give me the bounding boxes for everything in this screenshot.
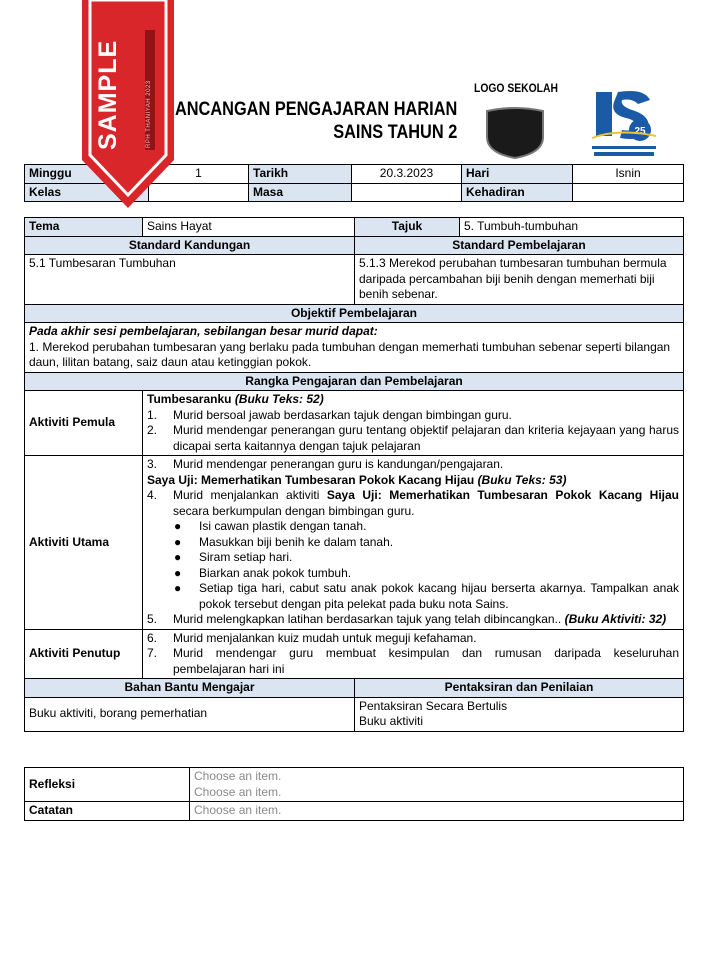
- aktiviti-pemula-label: Aktiviti Pemula: [25, 391, 143, 456]
- minggu-label: Minggu: [25, 165, 149, 184]
- aktiviti-penutup-label: Aktiviti Penutup: [25, 629, 143, 679]
- list-item: 1. Murid bersoal jawab berdasarkan tajuk dengan bimbingan guru.: [147, 407, 512, 422]
- title-line-2: SAINS TAHUN 2: [332, 122, 457, 143]
- aktiviti-penutup-cell: [143, 629, 684, 679]
- tajuk-value: 5. Tumbuh-tumbuhan: [460, 218, 684, 237]
- catatan-label: Catatan: [25, 802, 190, 821]
- kehadiran-value[interactable]: [573, 183, 684, 202]
- utama-title: Saya Uji: Memerhatikan Tumbesaran Pokok Kacang Hijau: [147, 472, 475, 487]
- tema-label: Tema: [25, 218, 143, 237]
- svg-text:25: 25: [634, 126, 646, 137]
- bbm-value: Buku aktiviti, borang pemerhatian: [25, 697, 355, 731]
- standard-pembelajaran-header: Standard Pembelajaran: [355, 236, 684, 255]
- standard-pembelajaran-value: 5.1.3 Merekod perubahan tumbesaran tumbuhan bermula daripada percambahan biji benih dengan memerhati biji benih sebenar.: [355, 255, 684, 305]
- utama-bullets: [147, 519, 679, 612]
- aktiviti-pemula-cell: [143, 391, 684, 456]
- ministry-emblem-icon: [588, 86, 660, 160]
- logo-label: LOGO SEKOLAH: [474, 83, 558, 95]
- standard-kandungan-header: Standard Kandungan: [25, 236, 355, 255]
- objektif-text: 1. Merekod perubahan tumbesaran yang berlaku pada tumbuhan dengan memerhati tumbuhan sebenar seperti bilangan daun, lilitan batang, saiz daun atau ketinggian pokok.: [29, 339, 671, 369]
- rangka-header: Rangka Pengajaran dan Pembelajaran: [25, 372, 684, 391]
- list-item: 7. Murid mendengar guru membuat kesimpulan dan rumusan daripada keseluruhan pembelajaran hari ini: [147, 646, 679, 676]
- pemula-ref: (Buku Teks: 52): [234, 392, 324, 406]
- masa-value[interactable]: [352, 183, 462, 202]
- pentaksiran-cell: [355, 697, 684, 731]
- watermark-subtext: RPH THANIYAH 2023: [146, 80, 152, 148]
- bbm-header: Bahan Bantu Mengajar: [25, 679, 355, 698]
- pentaksiran-line-2: Buku aktiviti: [359, 714, 424, 728]
- objektif-cell: [25, 323, 684, 373]
- tarikh-label: Tarikh: [249, 165, 352, 184]
- tajuk-label: Tajuk: [355, 218, 460, 237]
- tarikh-value: 20.3.2023: [352, 165, 462, 184]
- school-logo-shield-icon: [483, 107, 547, 159]
- masa-label: Masa: [249, 183, 352, 202]
- pemula-title: Tumbesaranku: [147, 392, 232, 406]
- hari-value: Isnin: [573, 165, 684, 184]
- list-item: ● Isi cawan plastik dengan tanah.: [174, 519, 367, 533]
- utama-title-ref: (Buku Teks: 53): [477, 472, 567, 487]
- list-item: 5. Murid melengkapkan latihan berdasarkan tajuk yang telah dibincangkan.. (Buku Aktiviti: 32): [147, 612, 667, 626]
- watermark-text: SAMPLE: [94, 39, 122, 150]
- refleksi-dropdown-1[interactable]: Choose an item.: [194, 769, 282, 783]
- list-item: ● Siram setiap hari.: [174, 550, 293, 564]
- standard-kandungan-value: 5.1 Tumbesaran Tumbuhan: [25, 255, 355, 305]
- refleksi-label: Refleksi: [25, 768, 190, 802]
- list-item: 6. Murid menjalankan kuiz mudah untuk meguji kefahaman.: [147, 630, 477, 645]
- pentaksiran-line-1: Pentaksiran Secara Bertulis: [359, 698, 508, 713]
- catatan-dropdown[interactable]: Choose an item.: [190, 802, 684, 821]
- lesson-table: [24, 217, 684, 732]
- objektif-header: Objektif Pembelajaran: [25, 304, 684, 323]
- page-title: [129, 98, 457, 144]
- list-item: 2. Murid mendengar penerangan guru tentang objektif pelajaran dan kriteria kejayaan yang harus dicapai serta kaitannya dengan tajuk pelajaran: [147, 423, 679, 453]
- objektif-intro: Pada akhir sesi pembelajaran, sebilangan besar murid dapat:: [29, 324, 378, 338]
- pentaksiran-header: Pentaksiran dan Penilaian: [355, 679, 684, 698]
- reflection-table: [24, 767, 684, 821]
- list-item: ● Biarkan anak pokok tumbuh.: [174, 565, 352, 580]
- refleksi-dropdown-2[interactable]: Choose an item.: [194, 784, 282, 799]
- title-line-1: ANCANGAN PENGAJARAN HARIAN: [174, 99, 457, 120]
- minggu-value: 1: [149, 165, 249, 184]
- list-item: ● Masukkan biji benih ke dalam tanah.: [174, 534, 394, 549]
- list-item: 4. Murid menjalankan aktiviti Saya Uji: Memerhatikan Tumbesaran Pokok Kacang Hijau secara berkumpulan dengan bimbingan guru.: [147, 488, 680, 518]
- pemula-steps: [147, 408, 679, 455]
- kelas-label: Kelas: [25, 183, 149, 202]
- hari-label: Hari: [462, 165, 573, 184]
- kehadiran-label: Kehadiran: [462, 183, 573, 202]
- list-item: 3. Murid mendengar penerangan guru is kandungan/pengajaran.: [147, 457, 504, 471]
- aktiviti-utama-cell: [143, 456, 684, 630]
- refleksi-cell: [190, 768, 684, 802]
- aktiviti-utama-label: Aktiviti Utama: [25, 456, 143, 630]
- tema-value: Sains Hayat: [143, 218, 355, 237]
- sample-watermark: [80, 0, 176, 210]
- list-item: ● Setiap tiga hari, cabut satu anak pokok kacang hijau berserta akarnya. Tampalkan anak pokok tersebut dengan pita pelekat pada buku nota Sains.: [174, 581, 679, 611]
